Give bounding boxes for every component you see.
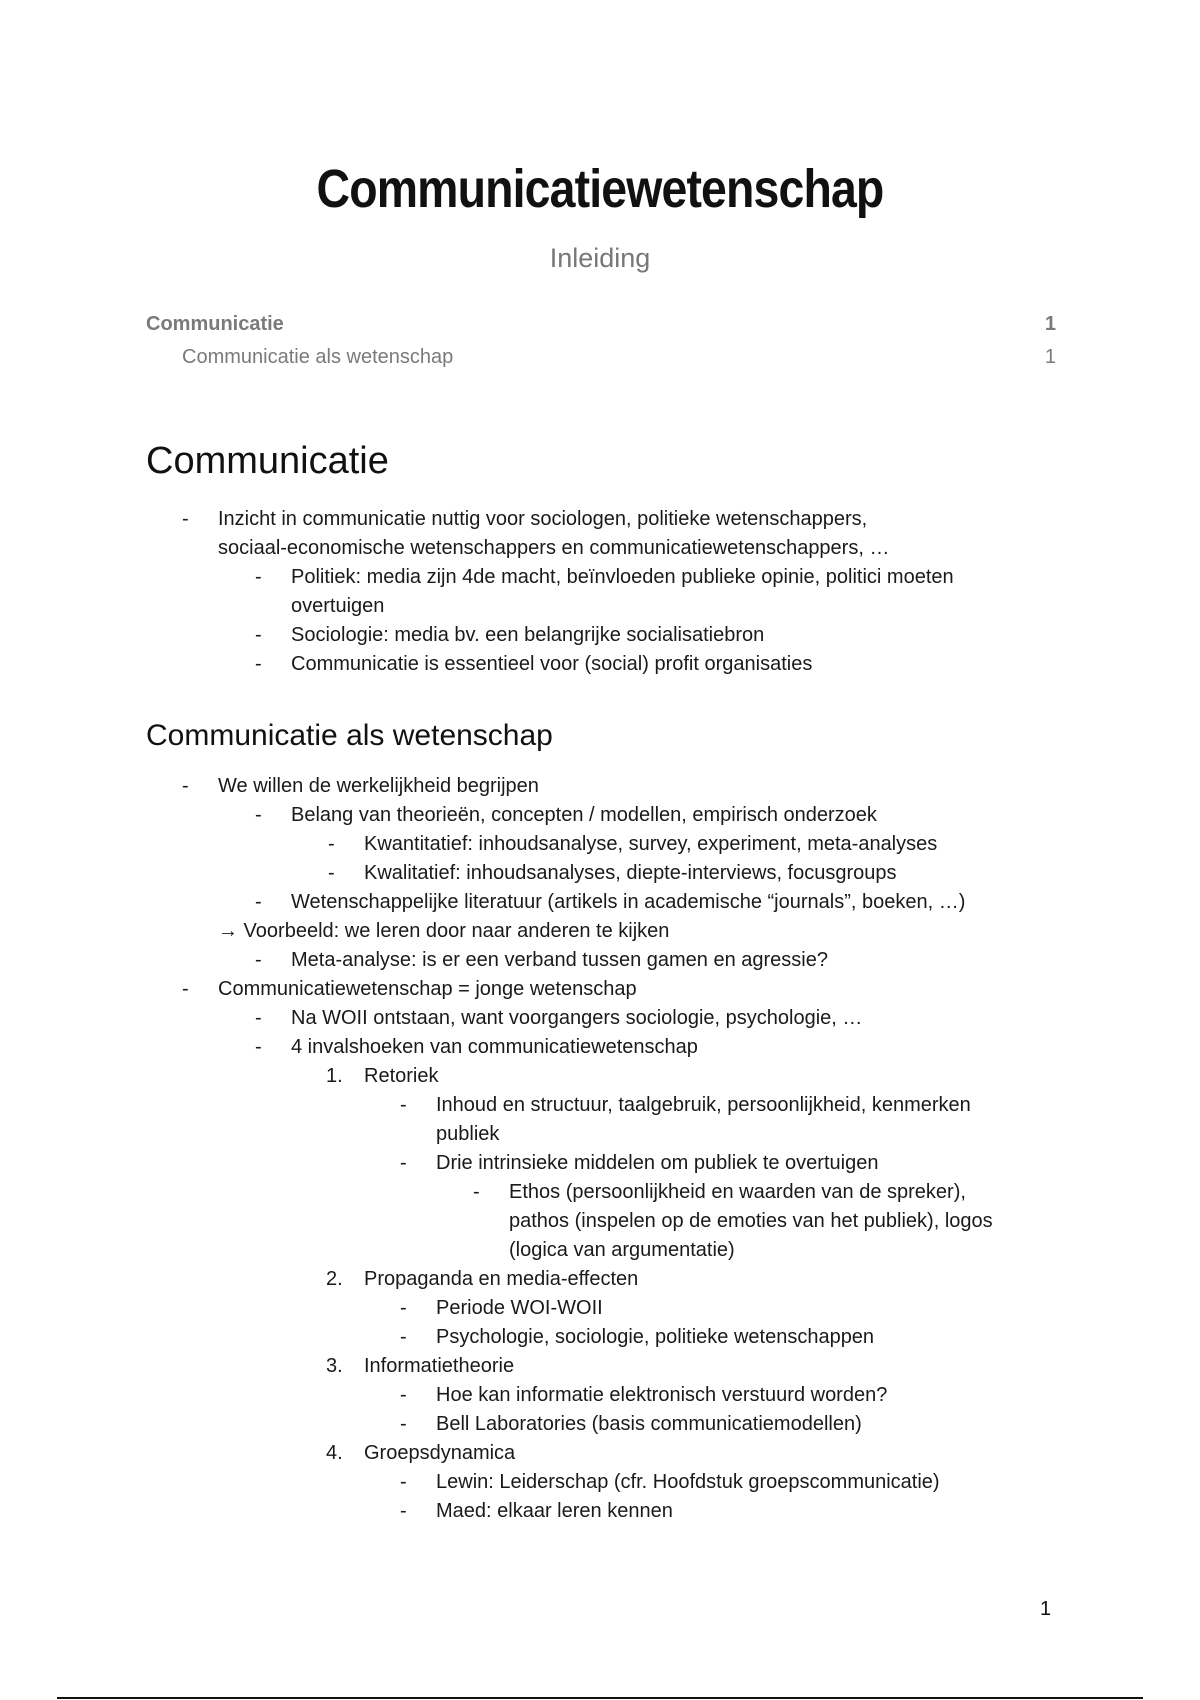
bullet-marker: -	[328, 862, 335, 884]
list-item-text: Lewin: Leiderschap (cfr. Hoofdstuk groepscommunicatie)	[436, 1471, 940, 1493]
bullet-marker: -	[255, 949, 262, 971]
toc-entry-page: 1	[1044, 346, 1056, 368]
number-marker: 3.	[326, 1355, 343, 1377]
list-item-text: Ethos (persoonlijkheid en waarden van de spreker),	[509, 1181, 966, 1203]
bullet-marker: -	[400, 1500, 407, 1522]
bullet-marker: -	[255, 653, 262, 675]
bullet-marker: -	[473, 1181, 480, 1203]
list-item-text: Na WOII ontstaan, want voorgangers sociologie, psychologie, …	[291, 1007, 863, 1029]
bullet-marker: -	[400, 1413, 407, 1435]
list-item-text: Wetenschappelijke literatuur (artikels in academische “journals”, boeken, …)	[291, 891, 966, 913]
list-item	[0, 888, 1200, 917]
list-item-text: (logica van argumentatie)	[509, 1239, 735, 1261]
section-communicatie-list	[0, 505, 1200, 679]
number-marker: 1.	[326, 1065, 343, 1087]
bullet-marker: -	[255, 1007, 262, 1029]
numbered-item	[0, 1062, 1200, 1091]
list-item-text: Retoriek	[364, 1065, 439, 1087]
list-item	[0, 1033, 1200, 1062]
list-item-text: Drie intrinsieke middelen om publiek te overtuigen	[436, 1152, 879, 1174]
toc-entry[interactable]	[146, 313, 1056, 339]
list-item-text: Belang van theorieën, concepten / modellen, empirisch onderzoek	[291, 804, 877, 826]
list-item-text: → Voorbeeld: we leren door naar anderen te kijken	[218, 920, 670, 942]
list-item	[0, 1120, 1200, 1149]
bullet-marker: -	[328, 833, 335, 855]
list-item-text: Communicatiewetenschap = jonge wetenschap	[218, 978, 637, 1000]
list-item-text: Communicatie is essentieel voor (social) profit organisaties	[291, 653, 813, 675]
bullet-marker: -	[400, 1297, 407, 1319]
list-item-text: Bell Laboratories (basis communicatiemodellen)	[436, 1413, 862, 1435]
list-item-text: sociaal-economische wetenschappers en communicatiewetenschappers, …	[218, 537, 890, 559]
list-item	[0, 534, 1200, 563]
list-item-text: Groepsdynamica	[364, 1442, 516, 1464]
numbered-item	[0, 1439, 1200, 1468]
list-item-text: Inzicht in communicatie nuttig voor sociologen, politieke wetenschappers,	[218, 508, 868, 530]
toc-entry-page: 1	[1044, 313, 1056, 335]
document-title: Communicatiewetenschap	[316, 159, 884, 219]
list-item	[0, 975, 1200, 1004]
list-item-text: Sociologie: media bv. een belangrijke socialisatiebron	[291, 624, 765, 646]
list-item	[0, 801, 1200, 830]
bullet-marker: -	[182, 508, 189, 530]
list-item	[0, 1323, 1200, 1352]
list-item	[0, 1497, 1200, 1526]
page-number: 1	[1040, 1598, 1052, 1620]
list-item	[0, 650, 1200, 679]
number-marker: 4.	[326, 1442, 343, 1464]
list-item	[0, 1207, 1200, 1236]
bullet-marker: -	[182, 775, 189, 797]
list-item-text: Propaganda en media-effecten	[364, 1268, 639, 1290]
list-item-text: Psychologie, sociologie, politieke wetenschappen	[436, 1326, 875, 1348]
list-item-text: overtuigen	[291, 595, 385, 617]
list-item	[0, 1294, 1200, 1323]
section-wetenschap-list	[0, 772, 1200, 1526]
bullet-marker: -	[400, 1326, 407, 1348]
bullet-marker: -	[255, 624, 262, 646]
toc-entry-label: Communicatie	[146, 313, 284, 335]
list-item-text: Meta-analyse: is er een verband tussen gamen en agressie?	[291, 949, 828, 971]
list-item-text: Informatietheorie	[364, 1355, 515, 1377]
list-item	[0, 1381, 1200, 1410]
list-item-text: publiek	[436, 1123, 500, 1145]
list-item-text: pathos (inspelen op de emoties van het publiek), logos	[509, 1210, 993, 1232]
list-item	[0, 830, 1200, 859]
list-item	[0, 621, 1200, 650]
list-item-text: Periode WOI-WOII	[436, 1297, 603, 1319]
bullet-marker: -	[255, 804, 262, 826]
list-item	[0, 1178, 1200, 1207]
list-item	[0, 592, 1200, 621]
list-item-text: Kwantitatief: inhoudsanalyse, survey, experiment, meta-analyses	[364, 833, 938, 855]
toc-entry[interactable]	[146, 346, 1056, 372]
section-heading-communicatie-als-wetenschap: Communicatie als wetenschap	[146, 719, 553, 752]
bullet-marker: -	[255, 1036, 262, 1058]
list-item	[0, 1468, 1200, 1497]
bullet-marker: -	[255, 891, 262, 913]
list-item	[0, 563, 1200, 592]
list-item	[0, 1091, 1200, 1120]
list-item	[0, 1004, 1200, 1033]
list-item-text: Hoe kan informatie elektronisch verstuurd worden?	[436, 1384, 888, 1406]
list-item	[0, 946, 1200, 975]
numbered-item	[0, 1352, 1200, 1381]
toc-entry-label: Communicatie als wetenschap	[182, 346, 454, 368]
list-item-text: Inhoud en structuur, taalgebruik, persoonlijkheid, kenmerken	[436, 1094, 971, 1116]
number-marker: 2.	[326, 1268, 343, 1290]
list-item-text: 4 invalshoeken van communicatiewetenschap	[291, 1036, 698, 1058]
bullet-marker: -	[400, 1384, 407, 1406]
bullet-marker: -	[182, 978, 189, 1000]
list-item	[0, 505, 1200, 534]
bullet-marker: -	[400, 1094, 407, 1116]
list-item-text: We willen de werkelijkheid begrijpen	[218, 775, 539, 797]
page-bottom-divider	[57, 1697, 1143, 1699]
bullet-marker: -	[255, 566, 262, 588]
document-subtitle: Inleiding	[549, 243, 651, 273]
list-item	[0, 917, 1200, 946]
list-item	[0, 1149, 1200, 1178]
list-item	[0, 1410, 1200, 1439]
list-item-text: Kwalitatief: inhoudsanalyses, diepte-interviews, focusgroups	[364, 862, 897, 884]
section-heading-communicatie: Communicatie	[146, 440, 389, 482]
list-item	[0, 859, 1200, 888]
bullet-marker: -	[400, 1152, 407, 1174]
list-item-text: Maed: elkaar leren kennen	[436, 1500, 673, 1522]
bullet-marker: -	[400, 1471, 407, 1493]
list-item-text: Politiek: media zijn 4de macht, beïnvloeden publieke opinie, politici moeten	[291, 566, 954, 588]
list-item	[0, 1236, 1200, 1265]
numbered-item	[0, 1265, 1200, 1294]
list-item	[0, 772, 1200, 801]
